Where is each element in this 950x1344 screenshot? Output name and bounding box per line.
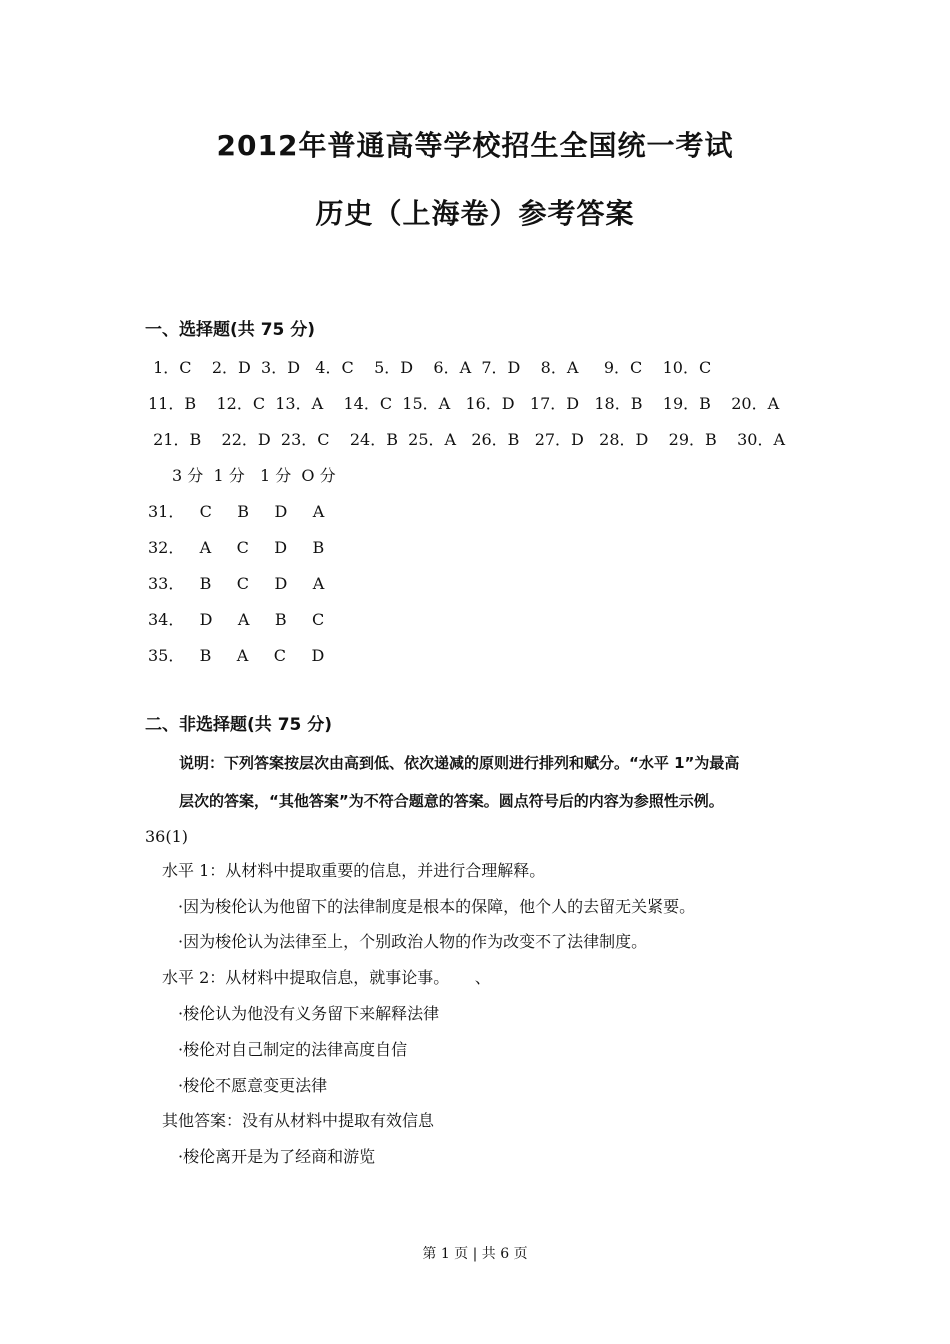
question-label: 36(1)	[145, 827, 189, 846]
multi-answer-32: 32． A C D B	[148, 538, 325, 557]
answer-row-3: 21．B 22．D 23．C 24．B 25．A 26．B 27．D 28．D 29．B 30．A	[148, 430, 786, 449]
note-line-2: 层次的答案，“其他答案”为不符合题意的答案。圆点符号后的内容为参照性示例。	[179, 792, 724, 810]
multi-answer-31: 31． C B D A	[148, 502, 325, 521]
other-answer-item: ·梭伦离开是为了经商和游览	[178, 1147, 376, 1166]
multi-answer-35: 35． B A C D	[148, 646, 325, 665]
multi-answer-34: 34． D A B C	[148, 610, 325, 629]
level2-item: ·梭伦不愿意变更法律	[178, 1076, 328, 1095]
page-footer: 第 1 页 | 共 6 页	[422, 1246, 528, 1262]
level2-heading: 水平 2：从材料中提取信息，就事论事。 、	[162, 968, 491, 987]
document-title-line1: 2012年普通高等学校招生全国统一考试	[216, 129, 734, 162]
answer-row-2: 11．B 12．C 13．A 14．C 15．A 16．D 17．D 18．B 19．B 20．A	[148, 394, 780, 413]
other-answer-heading: 其他答案：没有从材料中提取有效信息	[162, 1111, 435, 1130]
level1-heading: 水平 1：从材料中提取重要的信息，并进行合理解释。	[162, 861, 546, 880]
section1-heading: 一、选择题(共 75 分)	[145, 320, 316, 340]
document-title-line2: 历史（上海卷）参考答案	[315, 197, 635, 230]
level2-item: ·梭伦对自己制定的法律高度自信	[178, 1040, 408, 1059]
score-line: 3 分 1 分 1 分 O 分	[172, 466, 336, 485]
level1-item: ·因为梭伦认为他留下的法律制度是根本的保障，他个人的去留无关紧要。	[178, 897, 696, 916]
answer-row-1: 1．C 2．D 3．D 4．C 5．D 6．A 7．D 8．A 9．C 10．C	[148, 358, 712, 377]
level2-item: ·梭伦认为他没有义务留下来解释法律	[178, 1004, 440, 1023]
level1-item: ·因为梭伦认为法律至上，个别政治人物的作为改变不了法律制度。	[178, 932, 648, 951]
multi-answer-33: 33． B C D A	[148, 574, 325, 593]
note-line-1: 说明：下列答案按层次由高到低、依次递减的原则进行排列和赋分。“水平 1”为最高	[179, 754, 740, 772]
section2-heading: 二、非选择题(共 75 分)	[145, 715, 333, 735]
